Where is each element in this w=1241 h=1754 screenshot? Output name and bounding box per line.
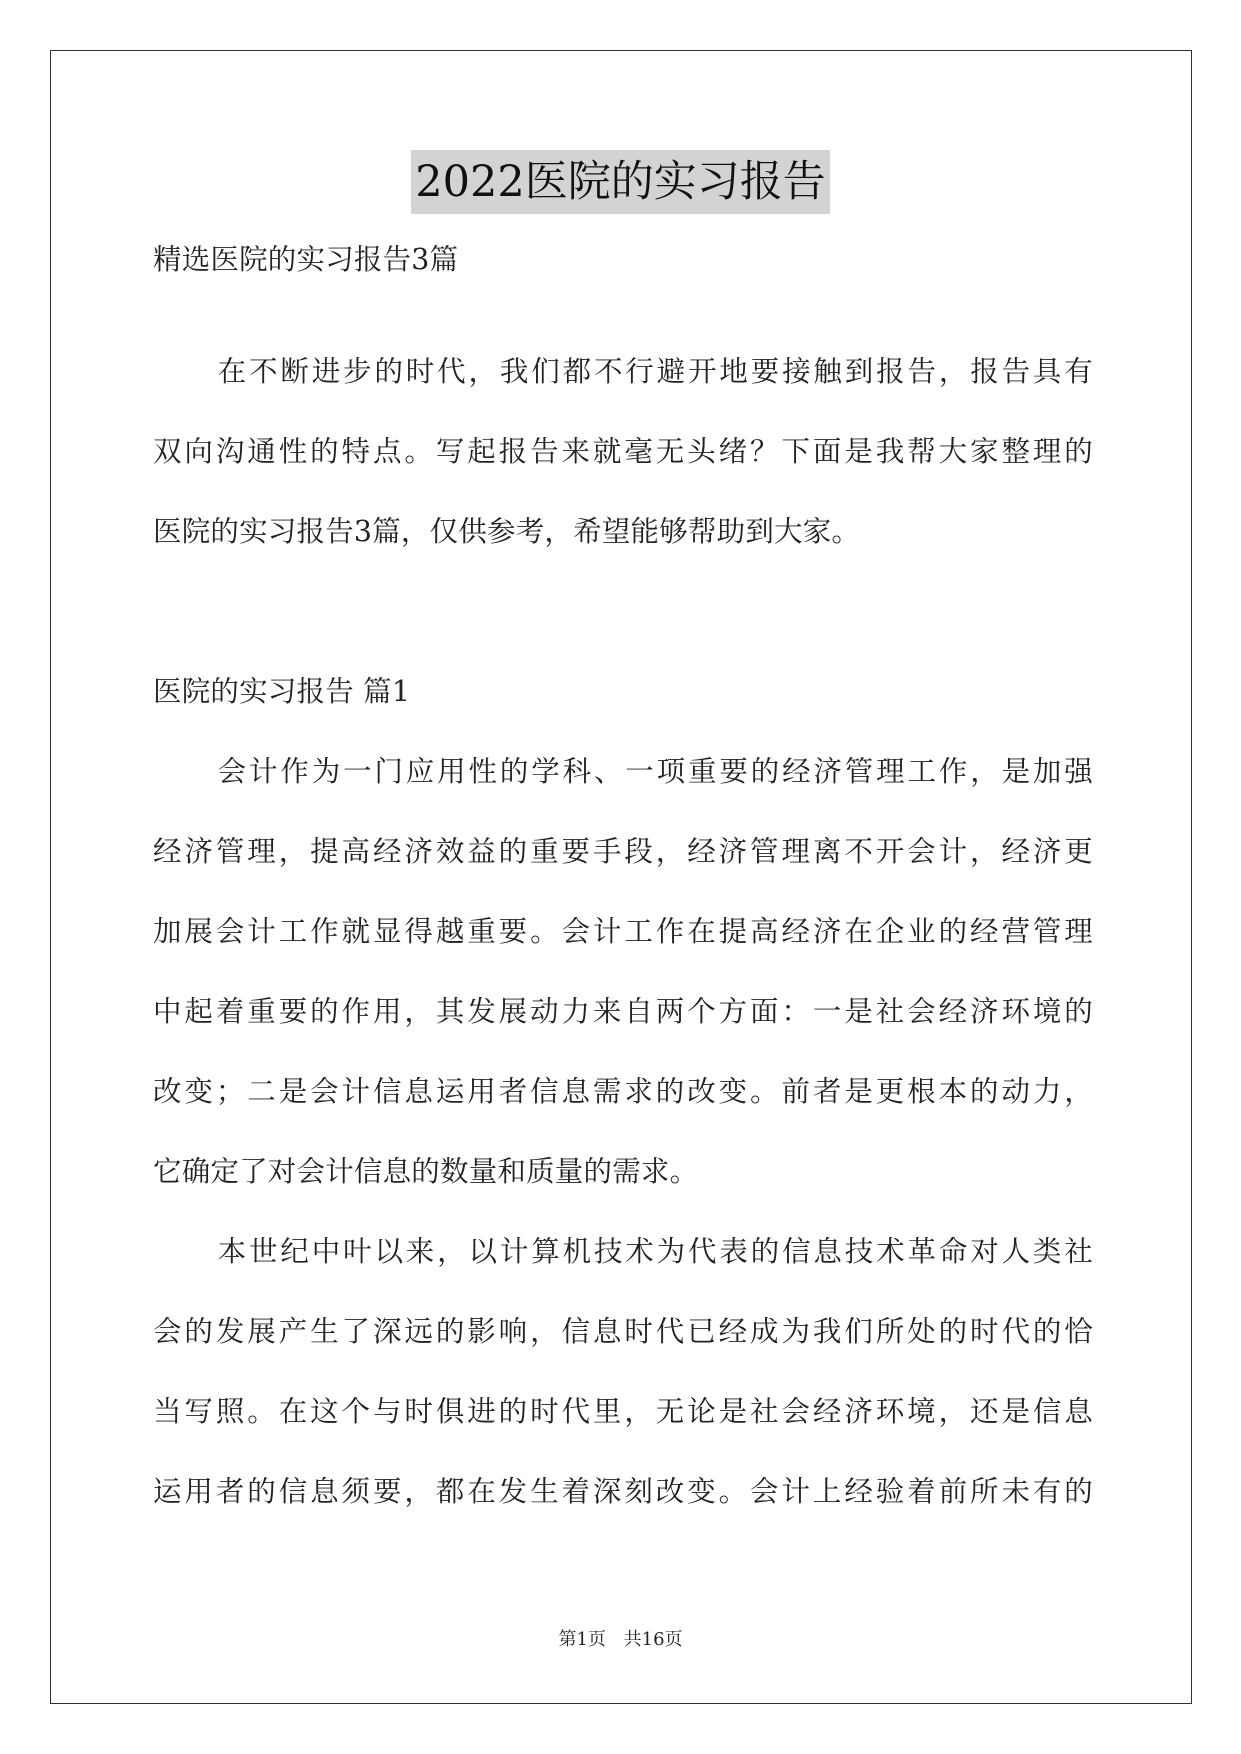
page-number-current: 第1页 — [558, 1629, 606, 1650]
section-heading: 医院的实习报告 篇1 — [153, 675, 411, 708]
document-title: 2022医院的实习报告 — [411, 150, 829, 214]
title-container — [0, 150, 1241, 214]
paragraph-line: 会的发展产生了深远的影响，信息时代已经成为我们所处的时代的恰 — [153, 1315, 1093, 1348]
paragraph-line: 改变；二是会计信息运用者信息需求的改变。前者是更根本的动力， — [153, 1075, 1093, 1108]
page-border — [50, 50, 1192, 1704]
paragraph-line: 它确定了对会计信息的数量和质量的需求。 — [153, 1155, 699, 1188]
intro-line: 医院的实习报告3篇，仅供参考，希望能够帮助到大家。 — [153, 515, 861, 548]
subtitle: 精选医院的实习报告3篇 — [153, 243, 459, 276]
page-number-total: 共16页 — [623, 1629, 683, 1650]
intro-line: 双向沟通性的特点。写起报告来就毫无头绪？下面是我帮大家整理的 — [153, 435, 1093, 468]
paragraph-line: 会计作为一门应用性的学科、一项重要的经济管理工作，是加强 — [215, 755, 1093, 788]
paragraph-line: 加展会计工作就显得越重要。会计工作在提高经济在企业的经营管理 — [153, 915, 1093, 948]
paragraph-line: 经济管理，提高经济效益的重要手段，经济管理离不开会计，经济更 — [153, 835, 1093, 868]
intro-line: 在不断进步的时代，我们都不行避开地要接触到报告，报告具有 — [215, 355, 1093, 388]
page-footer — [0, 1628, 1241, 1652]
paragraph-line: 运用者的信息须要，都在发生着深刻改变。会计上经验着前所未有的 — [153, 1475, 1093, 1508]
paragraph-line: 本世纪中叶以来，以计算机技术为代表的信息技术革命对人类社 — [215, 1235, 1093, 1268]
paragraph-line: 中起着重要的作用，其发展动力来自两个方面：一是社会经济环境的 — [153, 995, 1093, 1028]
paragraph-line: 当写照。在这个与时俱进的时代里，无论是社会经济环境，还是信息 — [153, 1395, 1093, 1428]
